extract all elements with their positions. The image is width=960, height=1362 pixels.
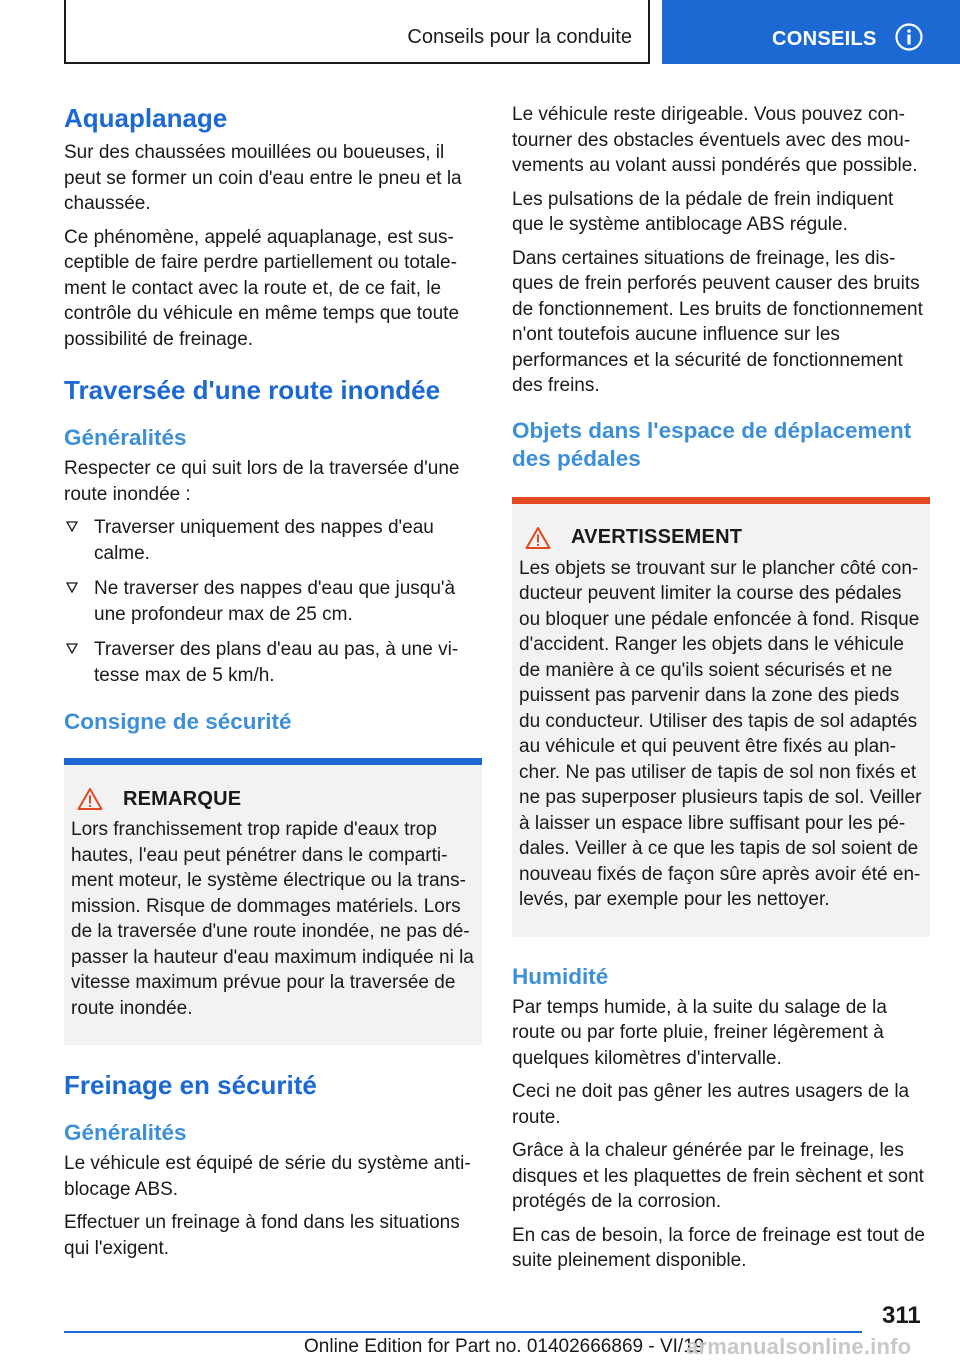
right-column bbox=[512, 102, 930, 1282]
notice-header bbox=[71, 787, 475, 811]
header-section-box bbox=[64, 0, 650, 64]
list-item-text: Traverser des plans d'eau au pas, à une vitesse max de 5 km/h. bbox=[94, 639, 459, 686]
watermark: armanualsonline.info bbox=[686, 1334, 912, 1359]
heading-objets: Objets dans l'espace de déplacement des pédales bbox=[512, 417, 912, 471]
footer-divider bbox=[64, 1331, 862, 1333]
triangle-bullet-icon bbox=[66, 643, 78, 655]
list-item-text: Traverser uniquement des nappes d'eau calme. bbox=[94, 517, 434, 564]
page-number: 311 bbox=[882, 1302, 921, 1329]
notice-header bbox=[519, 526, 923, 550]
list-item-text: Ne traverser des nappes d'eau que jusqu'à une profondeur max de 25 cm. bbox=[94, 578, 456, 625]
paragraph: Sur des chaussées mouillées ou boueuses, il peut se former un coin d'eau entre le pneu et la chaussée. bbox=[64, 142, 462, 214]
paragraph: Respecter ce qui suit lors de la traversée d'une route inondée : bbox=[64, 458, 460, 505]
heading-generalites: Généralités bbox=[64, 1120, 187, 1145]
notice-title: AVERTISSEMENT bbox=[571, 526, 743, 548]
notice-text: Les objets se trouvant sur le plancher côté conducteur peuvent limiter la course des pédales ou bloquer une pédale enfoncée à fond. Risque d'accident. Ranger les objets dans le véhicule de manière à ce qu'ils soient sécurisés et ne puissent pas parvenir dans la zone des pieds du conducteur. Utiliser des tapis de sol adaptés au véhicule et qui peuvent être fixés au plancher. Ne pas utiliser de tapis de sol non fixés et ne pas superposer plusieurs tapis de sol. Veiller à laisser un espace libre suffisant pour les pédales. Veiller à ce que les tapis de sol soient de nouveau fixés de façon sûre après avoir été enlevés, par exemple pour les nettoyer. bbox=[519, 557, 922, 910]
triangle-bullet-icon bbox=[66, 521, 78, 533]
warning-triangle-icon bbox=[525, 526, 551, 550]
avertissement-notice-box bbox=[512, 497, 930, 937]
header-chapter-title: CONSEILS bbox=[772, 28, 877, 50]
heading-consigne: Consigne de sécurité bbox=[64, 709, 292, 734]
paragraph: Par temps humide, à la suite du salage de la route ou par forte pluie, freiner légèrement à quelques kilomètres d'intervalle. bbox=[512, 996, 887, 1069]
heading-traversee: Traversée d'une route inondée bbox=[64, 375, 441, 405]
triangle-bullet-icon bbox=[66, 582, 78, 594]
list-item bbox=[64, 576, 482, 627]
footer-edition: Online Edition for Part no. 01402666869 - VI/19 bbox=[304, 1336, 705, 1357]
heading-freinage: Freinage en sécurité bbox=[64, 1070, 317, 1100]
notice-text: Lors franchissement trop rapide d'eaux trop hautes, l'eau peut pénétrer dans le compartiment moteur, le système électrique ou la transmission. Risque de dommages matériels. Lors de la traversée d'une route inondée, ne pas dépasser la hauteur d'eau maximum indiquée ni la vitesse maximum prévue pour la traversée de route inondée. bbox=[71, 819, 474, 1019]
paragraph: Dans certaines situations de freinage, les disques de frein perforés peuvent causer des bruits de fonctionnement. Les bruits de fonctionnement n'ont toutefois aucune influence sur les performances et la sécurité de fonctionnement des freins. bbox=[512, 247, 923, 396]
left-column bbox=[64, 102, 482, 1269]
heading-aquaplanage: Aquaplanage bbox=[64, 103, 228, 133]
header-chapter-tab[interactable] bbox=[662, 0, 960, 64]
list-item bbox=[64, 515, 482, 566]
info-circle-icon[interactable] bbox=[894, 22, 924, 52]
remarque-notice-box bbox=[64, 758, 482, 1045]
warning-triangle-icon bbox=[77, 787, 103, 811]
notice-title: REMARQUE bbox=[123, 787, 242, 810]
heading-humidite: Humidité bbox=[512, 963, 609, 989]
heading-generalites: Généralités bbox=[64, 425, 187, 450]
bullet-list bbox=[64, 515, 482, 688]
paragraph: En cas de besoin, la force de freinage est tout de suite pleinement disponible. bbox=[512, 1224, 925, 1271]
paragraph: Ceci ne doit pas gêner les autres usagers de la route. bbox=[512, 1081, 910, 1128]
paragraph: Effectuer un freinage à fond dans les situations qui l'exigent. bbox=[64, 1212, 460, 1259]
paragraph: Le véhicule reste dirigeable. Vous pouvez contourner des obstacles éventuels avec des mouvements au volant aussi pondérés que possible. bbox=[512, 104, 918, 176]
paragraph: Grâce à la chaleur générée par le freinage, les disques et les plaquettes de frein sèchent et sont protégés de la corrosion. bbox=[512, 1140, 924, 1212]
list-item bbox=[64, 637, 482, 688]
header-section-title: Conseils pour la conduite bbox=[407, 26, 632, 48]
paragraph: Les pulsations de la pédale de frein indiquent que le système antiblocage ABS régule. bbox=[512, 188, 894, 235]
paragraph: Le véhicule est équipé de série du système antiblocage ABS. bbox=[64, 1153, 471, 1200]
paragraph: Ce phénomène, appelé aquaplanage, est susceptible de faire perdre partiellement ou totalement le contact avec la route et, de ce fait, le contrôle du véhicule en même temps que toute possibilité de freinage. bbox=[64, 226, 460, 350]
